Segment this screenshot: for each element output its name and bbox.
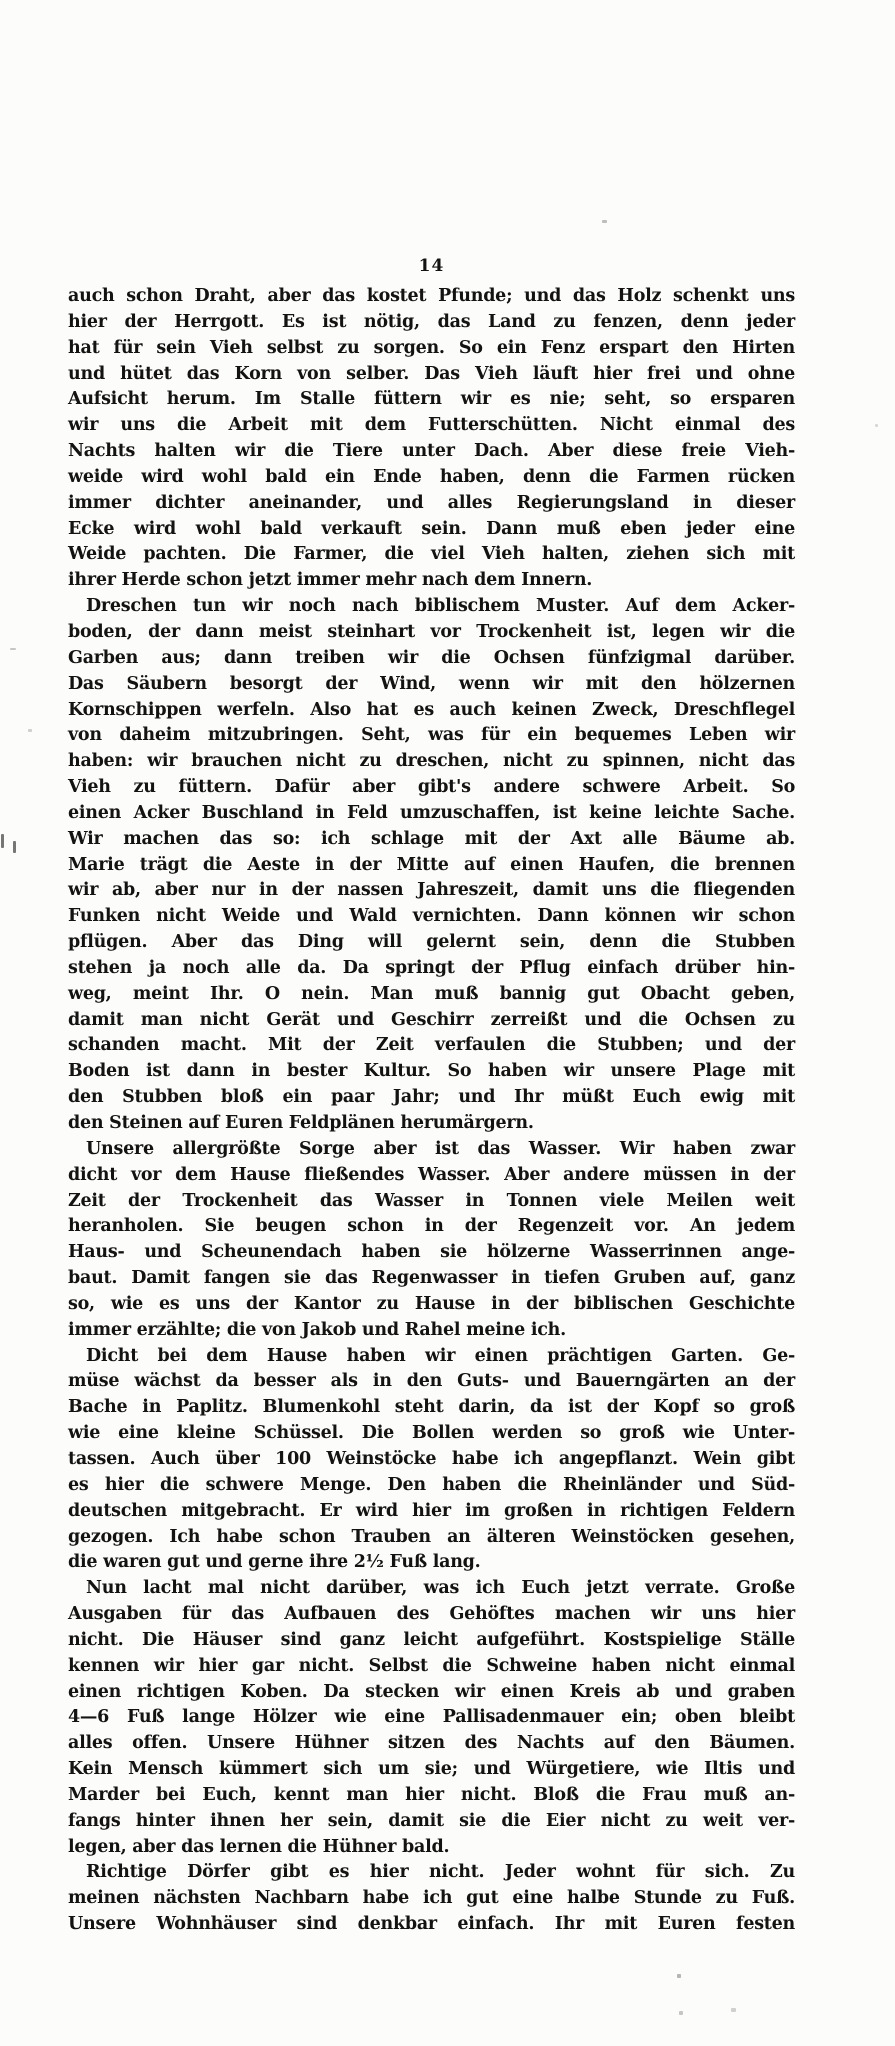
text-line: Bache in Paplitz. Blumenkohl steht darin, da ist der Kopf so groß [68, 1397, 795, 1418]
text-line: auch schon Draht, aber das kostet Pfunde; und das Holz schenkt uns [68, 286, 795, 306]
text-line: wir ab, aber nur in der nassen Jahreszeit, damit uns die fliegenden [68, 880, 795, 901]
text-line: immer dichter aneinander, und alles Regierungsland in dieser [68, 492, 795, 513]
scan-speck [731, 2008, 736, 2012]
text-line: Nun lacht mal nicht darüber, was ich Euch jetzt verrate. Große [86, 1578, 795, 1599]
text-line: Unsere allergrößte Sorge aber ist das Wasser. Wir haben zwar [86, 1138, 795, 1159]
text-line: müse wächst da besser als in den Guts- und Bauerngärten an der [68, 1371, 795, 1392]
text-line: pflügen. Aber das Ding will gelernt sein, denn die Stubben [68, 932, 795, 953]
text-line: dicht vor dem Hause fließendes Wasser. Aber andere müssen in der [68, 1164, 795, 1185]
text-line: Garben aus; dann treiben wir die Ochsen fünfzigmal darüber. [68, 647, 795, 668]
text-line: tassen. Auch über 100 Weinstöcke habe ich angepflanzt. Wein gibt [68, 1448, 795, 1469]
text-line: von daheim mitzubringen. Seht, was für ein bequemes Leben wir [68, 725, 795, 746]
text-line: Dicht bei dem Hause haben wir einen prächtigen Garten. Ge- [86, 1345, 795, 1366]
text-line: Ausgaben für das Aufbauen des Gehöftes machen wir uns hier [68, 1604, 795, 1625]
text-line: wir uns die Arbeit mit dem Futterschütten. Nicht einmal des [68, 415, 795, 436]
text-line: Das Säubern besorgt der Wind, wenn wir mit den hölzernen [68, 673, 795, 694]
text-line: boden, der dann meist steinhart vor Trockenheit ist, legen wir die [68, 621, 795, 642]
text-line: Ecke wird wohl bald verkauft sein. Dann muß eben jeder eine [68, 518, 795, 539]
text-line: Marder bei Euch, kennt man hier nicht. Bloß die Frau muß an- [68, 1784, 795, 1805]
text-line: fangs hinter ihnen her sein, damit sie die Eier nicht zu weit ver- [68, 1810, 795, 1831]
text-line: einen richtigen Koben. Da stecken wir einen Kreis ab und graben [68, 1681, 795, 1702]
text-line: Kein Mensch kümmert sich um sie; und Würgetiere, wie Iltis und [68, 1759, 795, 1780]
text-line: wie eine kleine Schüssel. Die Bollen werden so groß wie Unter- [68, 1423, 795, 1444]
text-line: Boden ist dann in bester Kultur. So haben wir unsere Plage mit [68, 1061, 795, 1082]
text-line: hier der Herrgott. Es ist nötig, das Land zu fenzen, denn jeder [68, 311, 795, 332]
scan-speck [602, 220, 607, 223]
text-line: 4—6 Fuß lange Hölzer wie eine Pallisadenmauer ein; oben bleibt [68, 1707, 795, 1728]
text-line: ihrer Herde schon jetzt immer mehr nach dem Innern. [68, 570, 593, 591]
text-line: heranholen. Sie beugen schon in der Regenzeit vor. An jedem [68, 1216, 795, 1237]
text-line: den Steinen auf Euren Feldplänen herumärgern. [68, 1113, 534, 1133]
text-line: gezogen. Ich habe schon Trauben an älteren Weinstöcken gesehen, [68, 1526, 795, 1547]
text-line: den Stubben bloß ein paar Jahr; und Ihr müßt Euch ewig mit [68, 1087, 795, 1108]
text-line: stehen ja noch alle da. Da springt der Pflug einfach drüber hin- [68, 957, 795, 978]
text-line: legen, aber das lernen die Hühner bald. [68, 1836, 450, 1857]
text-line: Haus- und Scheunendach haben sie hölzerne Wasserrinnen ange- [68, 1242, 795, 1263]
text-line: Nachts halten wir die Tiere unter Dach. Aber diese freie Vieh- [68, 441, 795, 462]
scan-speck [679, 2011, 683, 2015]
text-line: einen Acker Buschland in Feld umzuschaffen, ist keine leichte Sache. [68, 802, 795, 823]
text-line: Wir machen das so: ich schlage mit der Axt alle Bäume ab. [68, 828, 795, 849]
text-line: haben: wir brauchen nicht zu dreschen, nicht zu spinnen, nicht das [68, 751, 795, 772]
text-line: Kornschippen werfeln. Also hat es auch keinen Zweck, Dreschflegel [68, 699, 795, 720]
text-line: Richtige Dörfer gibt es hier nicht. Jeder wohnt für sich. Zu [86, 1862, 795, 1883]
scan-speck [677, 1974, 681, 1978]
body-text [68, 284, 795, 1938]
page-number: 14 [418, 256, 445, 276]
text-line: Weide pachten. Die Farmer, die viel Vieh halten, ziehen sich mit [68, 544, 795, 565]
text-line: Zeit der Trockenheit das Wasser in Tonnen viele Meilen weit [68, 1190, 795, 1211]
scan-speck [13, 841, 16, 853]
text-line: meinen nächsten Nachbarn habe ich gut eine halbe Stunde zu Fuß. [68, 1888, 795, 1909]
text-line: nicht. Die Häuser sind ganz leicht aufgeführt. Kostspielige Ställe [68, 1629, 795, 1650]
text-line: immer erzählte; die von Jakob und Rahel meine ich. [68, 1319, 566, 1340]
scan-speck [875, 424, 878, 427]
text-line: Funken nicht Weide und Wald vernichten. Dann können wir schon [68, 906, 795, 927]
text-line: schanden macht. Mit der Zeit verfaulen die Stubben; und der [68, 1035, 795, 1056]
scan-speck [1, 834, 4, 848]
text-line: es hier die schwere Menge. Den haben die Rheinländer und Süd- [68, 1474, 795, 1495]
text-line: kennen wir hier gar nicht. Selbst die Schweine haben nicht einmal [68, 1655, 795, 1676]
text-line: die waren gut und gerne ihre 2½ Fuß lang. [68, 1552, 481, 1573]
text-line: weide wird wohl bald ein Ende haben, denn die Farmen rücken [68, 466, 795, 487]
text-line: hat für sein Vieh selbst zu sorgen. So ein Fenz erspart den Hirten [68, 337, 795, 358]
text-line: weg, meint Ihr. O nein. Man muß bannig gut Obacht geben, [68, 983, 795, 1004]
text-line: so, wie es uns der Kantor zu Hause in der biblischen Geschichte [68, 1293, 795, 1314]
text-line: damit man nicht Gerät und Geschirr zerreißt und die Ochsen zu [68, 1009, 795, 1030]
text-line: alles offen. Unsere Hühner sitzen des Nachts auf den Bäumen. [68, 1733, 795, 1754]
text-line: Vieh zu füttern. Dafür aber gibt's andere schwere Arbeit. So [68, 777, 795, 798]
text-line: Aufsicht herum. Im Stalle füttern wir es nie; seht, so ersparen [68, 389, 795, 410]
text-line: deutschen mitgebracht. Er wird hier im großen in richtigen Feldern [68, 1500, 795, 1521]
text-line: baut. Damit fangen sie das Regenwasser in tiefen Gruben auf, ganz [68, 1268, 795, 1289]
scan-speck [28, 729, 32, 732]
text-line: Unsere Wohnhäuser sind denkbar einfach. Ihr mit Euren festen [68, 1914, 795, 1935]
text-line: Marie trägt die Aeste in der Mitte auf einen Haufen, die brennen [68, 854, 795, 875]
text-line: und hütet das Korn von selber. Das Vieh läuft hier frei und ohne [68, 363, 795, 384]
scan-speck [10, 648, 16, 650]
text-line: Dreschen tun wir noch nach biblischem Muster. Auf dem Acker- [86, 596, 795, 617]
